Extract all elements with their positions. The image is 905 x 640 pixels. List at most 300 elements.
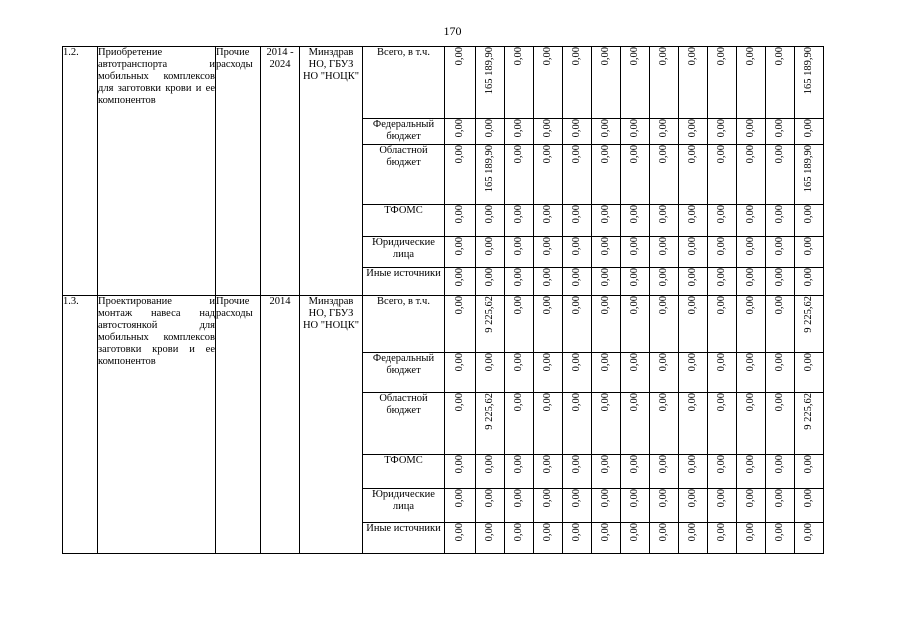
amount-cell xyxy=(476,523,505,554)
amount-cell xyxy=(650,489,679,523)
amount-cell xyxy=(766,268,795,296)
amount-value: 0,00 xyxy=(716,205,727,224)
amount-cell xyxy=(766,296,795,353)
amount-value: 0,00 xyxy=(745,455,756,474)
amount-value: 0,00 xyxy=(513,455,524,474)
amount-cell xyxy=(445,145,476,205)
amount-cell xyxy=(708,47,737,119)
amount-cell xyxy=(592,119,621,145)
amount-value: 0,00 xyxy=(774,205,785,224)
amount-value: 0,00 xyxy=(454,205,465,224)
amount-cell xyxy=(679,268,708,296)
amount-value: 0,00 xyxy=(600,353,611,372)
amount-cell xyxy=(737,47,766,119)
amount-cell xyxy=(708,393,737,455)
amount-value: 0,00 xyxy=(687,296,698,315)
amount-value: 0,00 xyxy=(774,353,785,372)
amount-value: 0,00 xyxy=(687,393,698,412)
amount-value: 0,00 xyxy=(484,119,495,138)
amount-cell xyxy=(737,205,766,237)
amount-cell xyxy=(795,393,824,455)
amount-cell xyxy=(795,353,824,393)
amount-cell xyxy=(621,205,650,237)
amount-value: 0,00 xyxy=(716,353,727,372)
amount-value: 0,00 xyxy=(716,296,727,315)
amount-cell xyxy=(766,119,795,145)
amount-value: 0,00 xyxy=(629,268,640,287)
amount-value: 0,00 xyxy=(745,393,756,412)
amount-cell xyxy=(505,268,534,296)
amount-value: 0,00 xyxy=(658,353,669,372)
amount-value: 0,00 xyxy=(658,145,669,164)
amount-cell xyxy=(708,145,737,205)
amount-cell xyxy=(650,119,679,145)
amount-cell xyxy=(505,119,534,145)
amount-value: 0,00 xyxy=(600,393,611,412)
amount-value: 0,00 xyxy=(687,237,698,256)
funding-source-label: Иные источники xyxy=(363,268,445,296)
amount-value: 0,00 xyxy=(600,119,611,138)
amount-cell xyxy=(445,119,476,145)
amount-cell xyxy=(650,523,679,554)
amount-value: 0,00 xyxy=(774,393,785,412)
amount-cell xyxy=(534,455,563,489)
amount-cell xyxy=(766,145,795,205)
amount-cell xyxy=(708,237,737,268)
amount-value: 0,00 xyxy=(716,47,727,66)
amount-value: 0,00 xyxy=(687,353,698,372)
amount-value: 0,00 xyxy=(571,119,582,138)
amount-value: 0,00 xyxy=(542,393,553,412)
amount-cell xyxy=(563,393,592,455)
amount-cell xyxy=(592,237,621,268)
amount-value: 0,00 xyxy=(600,268,611,287)
amount-value: 0,00 xyxy=(600,455,611,474)
amount-cell xyxy=(766,353,795,393)
amount-cell xyxy=(445,353,476,393)
amount-cell xyxy=(534,353,563,393)
amount-cell xyxy=(795,47,824,119)
amount-value: 0,00 xyxy=(774,47,785,66)
amount-value: 0,00 xyxy=(454,489,465,508)
amount-value: 0,00 xyxy=(571,296,582,315)
amount-cell xyxy=(708,296,737,353)
amount-value: 0,00 xyxy=(629,489,640,508)
amount-cell xyxy=(737,455,766,489)
amount-cell xyxy=(708,205,737,237)
page-number: 170 xyxy=(443,24,462,38)
amount-cell xyxy=(621,523,650,554)
amount-value: 0,00 xyxy=(513,393,524,412)
amount-value: 0,00 xyxy=(542,47,553,66)
amount-value: 0,00 xyxy=(571,268,582,287)
amount-cell xyxy=(476,296,505,353)
amount-cell xyxy=(795,145,824,205)
amount-value: 0,00 xyxy=(774,145,785,164)
amount-cell xyxy=(445,523,476,554)
amount-value: 0,00 xyxy=(687,455,698,474)
amount-cell xyxy=(766,455,795,489)
amount-value: 0,00 xyxy=(716,119,727,138)
amount-cell xyxy=(534,489,563,523)
amount-cell xyxy=(534,296,563,353)
item-number: 1.3. xyxy=(63,296,98,554)
amount-cell xyxy=(592,353,621,393)
amount-value: 0,00 xyxy=(658,296,669,315)
amount-value: 0,00 xyxy=(629,119,640,138)
amount-cell xyxy=(563,205,592,237)
amount-value: 165 189,90 xyxy=(484,47,495,95)
item-number: 1.2. xyxy=(63,47,98,296)
amount-cell xyxy=(445,393,476,455)
amount-value: 0,00 xyxy=(745,119,756,138)
amount-cell xyxy=(621,119,650,145)
funding-source-label: Юридические лица xyxy=(363,489,445,523)
amount-value: 0,00 xyxy=(658,489,669,508)
amount-value: 0,00 xyxy=(716,523,727,542)
amount-value: 0,00 xyxy=(454,237,465,256)
amount-cell xyxy=(795,455,824,489)
amount-cell xyxy=(679,353,708,393)
amount-value: 9 225,62 xyxy=(484,296,495,333)
amount-value: 0,00 xyxy=(745,523,756,542)
amount-value: 0,00 xyxy=(454,296,465,315)
amount-cell xyxy=(650,268,679,296)
amount-cell xyxy=(650,455,679,489)
amount-cell xyxy=(476,237,505,268)
amount-value: 0,00 xyxy=(803,489,814,508)
amount-value: 0,00 xyxy=(687,489,698,508)
amount-value: 9 225,62 xyxy=(803,296,814,333)
amount-value: 0,00 xyxy=(687,47,698,66)
amount-value: 0,00 xyxy=(629,296,640,315)
table-row xyxy=(63,47,824,119)
amount-cell xyxy=(592,296,621,353)
amount-cell xyxy=(766,523,795,554)
amount-value: 0,00 xyxy=(513,237,524,256)
amount-value: 0,00 xyxy=(803,237,814,256)
amount-value: 0,00 xyxy=(513,205,524,224)
amount-cell xyxy=(563,47,592,119)
program-table xyxy=(62,46,824,554)
amount-cell xyxy=(650,145,679,205)
amount-cell xyxy=(592,489,621,523)
amount-cell xyxy=(621,268,650,296)
amount-cell xyxy=(476,353,505,393)
amount-value: 0,00 xyxy=(454,119,465,138)
amount-cell xyxy=(621,296,650,353)
amount-value: 0,00 xyxy=(571,237,582,256)
amount-value: 9 225,62 xyxy=(484,393,495,430)
amount-cell xyxy=(795,237,824,268)
table-row xyxy=(63,296,824,353)
amount-value: 0,00 xyxy=(571,353,582,372)
amount-cell xyxy=(708,489,737,523)
amount-value: 0,00 xyxy=(687,145,698,164)
amount-value: 0,00 xyxy=(774,523,785,542)
amount-cell xyxy=(766,237,795,268)
amount-value: 0,00 xyxy=(687,119,698,138)
amount-value: 0,00 xyxy=(745,489,756,508)
amount-cell xyxy=(679,455,708,489)
amount-cell xyxy=(737,268,766,296)
funding-source-label: Юридические лица xyxy=(363,237,445,268)
amount-value: 0,00 xyxy=(454,268,465,287)
amount-cell xyxy=(592,145,621,205)
amount-cell xyxy=(592,523,621,554)
amount-value: 0,00 xyxy=(513,523,524,542)
amount-cell xyxy=(708,119,737,145)
amount-value: 0,00 xyxy=(629,523,640,542)
amount-value: 165 189,90 xyxy=(803,145,814,193)
amount-value: 0,00 xyxy=(774,119,785,138)
amount-cell xyxy=(563,353,592,393)
amount-cell xyxy=(650,353,679,393)
amount-cell xyxy=(476,393,505,455)
item-period: 2014 xyxy=(261,296,300,554)
amount-value: 0,00 xyxy=(513,296,524,315)
amount-cell xyxy=(679,393,708,455)
amount-value: 0,00 xyxy=(803,268,814,287)
amount-cell xyxy=(592,47,621,119)
amount-cell xyxy=(534,268,563,296)
amount-value: 0,00 xyxy=(658,205,669,224)
amount-cell xyxy=(766,47,795,119)
amount-cell xyxy=(737,237,766,268)
amount-value: 0,00 xyxy=(774,268,785,287)
amount-cell xyxy=(563,237,592,268)
amount-value: 0,00 xyxy=(571,393,582,412)
amount-value: 0,00 xyxy=(484,523,495,542)
amount-value: 0,00 xyxy=(600,237,611,256)
funding-source-label: Всего, в т.ч. xyxy=(363,296,445,353)
amount-cell xyxy=(476,119,505,145)
amount-cell xyxy=(708,523,737,554)
amount-cell xyxy=(737,119,766,145)
amount-cell xyxy=(445,489,476,523)
amount-value: 0,00 xyxy=(774,296,785,315)
amount-cell xyxy=(737,393,766,455)
amount-cell xyxy=(679,489,708,523)
amount-value: 0,00 xyxy=(542,237,553,256)
amount-value: 0,00 xyxy=(454,455,465,474)
funding-source-label: Федеральный бюджет xyxy=(363,119,445,145)
amount-value: 0,00 xyxy=(600,296,611,315)
amount-value: 0,00 xyxy=(629,353,640,372)
amount-value: 0,00 xyxy=(745,205,756,224)
amount-value: 0,00 xyxy=(513,145,524,164)
amount-cell xyxy=(476,145,505,205)
amount-value: 0,00 xyxy=(716,145,727,164)
funding-source-label: Федеральный бюджет xyxy=(363,353,445,393)
amount-value: 0,00 xyxy=(600,145,611,164)
amount-value: 0,00 xyxy=(600,523,611,542)
amount-value: 0,00 xyxy=(454,47,465,66)
amount-value: 0,00 xyxy=(513,47,524,66)
amount-cell xyxy=(563,145,592,205)
amount-value: 165 189,90 xyxy=(484,145,495,193)
amount-value: 0,00 xyxy=(484,489,495,508)
amount-value: 0,00 xyxy=(571,455,582,474)
amount-value: 0,00 xyxy=(774,455,785,474)
amount-value: 0,00 xyxy=(658,47,669,66)
amount-value: 0,00 xyxy=(774,237,785,256)
amount-cell xyxy=(708,455,737,489)
amount-value: 0,00 xyxy=(658,237,669,256)
amount-value: 0,00 xyxy=(687,523,698,542)
amount-cell xyxy=(476,205,505,237)
funding-source-label: ТФОМС xyxy=(363,205,445,237)
amount-cell xyxy=(621,145,650,205)
amount-cell xyxy=(766,489,795,523)
amount-value: 0,00 xyxy=(745,296,756,315)
amount-value: 0,00 xyxy=(571,523,582,542)
amount-cell xyxy=(795,268,824,296)
amount-value: 0,00 xyxy=(542,119,553,138)
amount-value: 0,00 xyxy=(629,393,640,412)
amount-value: 0,00 xyxy=(571,489,582,508)
amount-value: 0,00 xyxy=(687,205,698,224)
amount-cell xyxy=(737,353,766,393)
amount-cell xyxy=(563,455,592,489)
amount-cell xyxy=(650,47,679,119)
amount-value: 0,00 xyxy=(716,393,727,412)
amount-cell xyxy=(534,145,563,205)
amount-cell xyxy=(621,47,650,119)
amount-value: 0,00 xyxy=(571,145,582,164)
item-executor: Минздрав НО, ГБУЗ НО "НОЦК" xyxy=(300,296,363,554)
amount-value: 0,00 xyxy=(454,353,465,372)
amount-value: 0,00 xyxy=(745,353,756,372)
amount-cell xyxy=(650,393,679,455)
item-period: 2014 - 2024 xyxy=(261,47,300,296)
amount-cell xyxy=(679,145,708,205)
amount-cell xyxy=(621,353,650,393)
amount-cell xyxy=(505,455,534,489)
amount-value: 0,00 xyxy=(658,393,669,412)
amount-value: 0,00 xyxy=(803,455,814,474)
amount-value: 0,00 xyxy=(600,47,611,66)
amount-cell xyxy=(679,296,708,353)
amount-value: 0,00 xyxy=(513,119,524,138)
amount-value: 0,00 xyxy=(803,205,814,224)
amount-cell xyxy=(592,268,621,296)
amount-cell xyxy=(445,47,476,119)
amount-value: 0,00 xyxy=(629,205,640,224)
amount-value: 0,00 xyxy=(600,205,611,224)
funding-source-label: Областной бюджет xyxy=(363,393,445,455)
amount-value: 0,00 xyxy=(716,455,727,474)
amount-value: 0,00 xyxy=(803,119,814,138)
amount-cell xyxy=(563,296,592,353)
amount-cell xyxy=(621,237,650,268)
amount-value: 0,00 xyxy=(513,268,524,287)
amount-cell xyxy=(621,455,650,489)
amount-value: 0,00 xyxy=(484,353,495,372)
amount-cell xyxy=(795,205,824,237)
amount-value: 0,00 xyxy=(542,455,553,474)
amount-cell xyxy=(534,393,563,455)
amount-value: 0,00 xyxy=(542,268,553,287)
amount-cell xyxy=(534,47,563,119)
funding-source-label: Иные источники xyxy=(363,523,445,554)
amount-value: 0,00 xyxy=(542,523,553,542)
amount-value: 0,00 xyxy=(513,489,524,508)
amount-cell xyxy=(737,296,766,353)
amount-value: 0,00 xyxy=(716,489,727,508)
amount-cell xyxy=(445,296,476,353)
item-name: Проектирование и монтаж навеса над автостоянкой для мобильных комплексов заготовки крови и ее компонентов xyxy=(98,296,216,554)
amount-cell xyxy=(795,119,824,145)
amount-cell xyxy=(679,47,708,119)
amount-cell xyxy=(766,205,795,237)
amount-cell xyxy=(621,393,650,455)
amount-value: 0,00 xyxy=(484,455,495,474)
amount-cell xyxy=(679,523,708,554)
amount-value: 0,00 xyxy=(716,237,727,256)
amount-cell xyxy=(476,489,505,523)
amount-value: 0,00 xyxy=(571,205,582,224)
item-executor: Минздрав НО, ГБУЗ НО "НОЦК" xyxy=(300,47,363,296)
amount-value: 165 189,90 xyxy=(803,47,814,95)
amount-cell xyxy=(445,455,476,489)
amount-value: 0,00 xyxy=(745,237,756,256)
amount-value: 0,00 xyxy=(542,353,553,372)
amount-cell xyxy=(505,393,534,455)
amount-value: 0,00 xyxy=(658,455,669,474)
amount-value: 0,00 xyxy=(745,268,756,287)
amount-value: 0,00 xyxy=(454,393,465,412)
amount-cell xyxy=(445,205,476,237)
amount-cell xyxy=(505,237,534,268)
amount-cell xyxy=(476,268,505,296)
amount-cell xyxy=(505,205,534,237)
amount-cell xyxy=(445,268,476,296)
amount-cell xyxy=(534,119,563,145)
amount-value: 0,00 xyxy=(513,353,524,372)
amount-value: 0,00 xyxy=(803,523,814,542)
amount-cell xyxy=(592,205,621,237)
funding-source-label: ТФОМС xyxy=(363,455,445,489)
amount-value: 0,00 xyxy=(745,145,756,164)
amount-cell xyxy=(708,268,737,296)
amount-cell xyxy=(505,145,534,205)
amount-cell xyxy=(534,205,563,237)
amount-value: 0,00 xyxy=(629,47,640,66)
amount-cell xyxy=(505,47,534,119)
amount-value: 0,00 xyxy=(745,47,756,66)
amount-cell xyxy=(679,119,708,145)
amount-cell xyxy=(708,353,737,393)
amount-cell xyxy=(621,489,650,523)
amount-value: 0,00 xyxy=(484,205,495,224)
amount-cell xyxy=(795,296,824,353)
amount-value: 0,00 xyxy=(658,119,669,138)
amount-cell xyxy=(534,523,563,554)
item-category: Прочие расходы xyxy=(216,47,261,296)
amount-value: 0,00 xyxy=(774,489,785,508)
amount-value: 0,00 xyxy=(658,268,669,287)
amount-cell xyxy=(505,523,534,554)
amount-value: 0,00 xyxy=(658,523,669,542)
amount-value: 0,00 xyxy=(454,523,465,542)
amount-value: 0,00 xyxy=(629,455,640,474)
amount-value: 9 225,62 xyxy=(803,393,814,430)
amount-cell xyxy=(650,205,679,237)
item-category: Прочие расходы xyxy=(216,296,261,554)
amount-cell xyxy=(737,523,766,554)
amount-cell xyxy=(445,237,476,268)
